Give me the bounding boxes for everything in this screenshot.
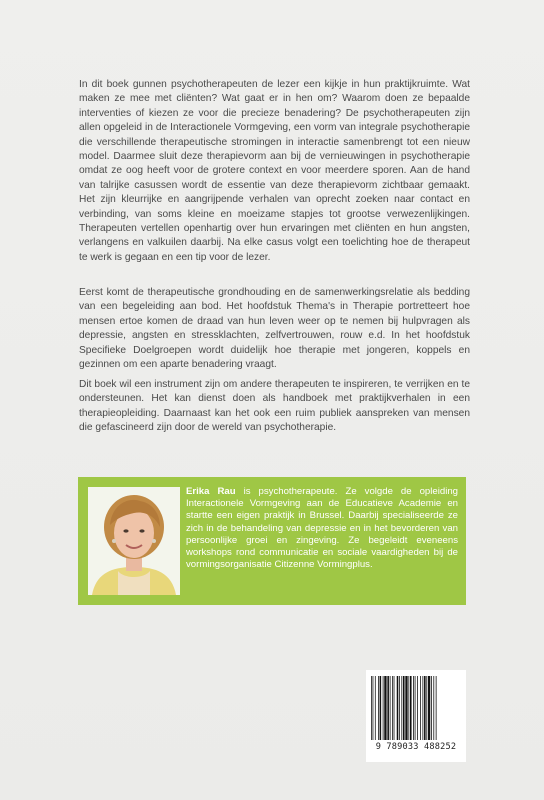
barcode-bar	[371, 676, 372, 740]
isbn-digits: 9 789033 488252	[375, 742, 457, 752]
barcode-bar	[387, 676, 389, 740]
barcode-bar	[422, 676, 423, 740]
barcode-bar	[384, 676, 386, 740]
barcode-bar	[426, 676, 427, 740]
barcode-bar	[394, 676, 395, 740]
barcode-bars	[371, 676, 461, 740]
barcode-bar	[431, 676, 432, 740]
barcode-bar	[392, 676, 393, 740]
barcode-bar	[399, 676, 400, 740]
barcode-bar	[390, 676, 391, 740]
description-paragraph-2: Eerst komt de therapeutische grondhouding en de samenwerkingsrelatie als bedding van een begeleiding aan bod. Het hoofdstuk Thema's in Therapie portretteert hoe mensen ertoe komen de draad van hun leven weer op te nemen bij hulpvragen als depressie, angsten en stressklachten, zelfvertrouwen, rouw e.d. In het hoofdstuk Specifieke Doelgroepen wordt duidelijk hoe therapie met jongeren, koppels en gezinnen om een aparte benadering vraagt.	[79, 287, 470, 371]
author-bio-text	[186, 486, 458, 571]
barcode-bar	[420, 676, 421, 740]
barcode-bar	[375, 676, 376, 740]
author-bio: is psychotherapeute. Ze volgde de opleiding Interactionele Vormgeving aan de Educatieve Academie en startte een eigen praktijk in Brussel. Daarbij specialiseerde ze zich in de behandeling van depressie en in het bevorderen van persoonlijke groei en zingeving. Ze begeleidt eveneens workshops rond communicatie en sociale vaardigheden bij de vormingsorganisatie Citizenne Vormingplus.	[186, 486, 458, 571]
barcode-bar	[433, 676, 434, 740]
barcode-bar	[413, 676, 414, 740]
isbn-barcode	[366, 670, 466, 762]
barcode-bar	[405, 676, 407, 740]
barcode-bar	[436, 676, 437, 740]
barcode-bar	[408, 676, 409, 740]
barcode-bar	[383, 676, 384, 740]
barcode-bar	[397, 676, 399, 740]
barcode-bar	[403, 676, 405, 740]
barcode-bar	[417, 676, 418, 740]
barcode-bar	[373, 676, 374, 740]
barcode-bar	[410, 676, 412, 740]
author-bio-box	[78, 477, 466, 605]
description-paragraph-3: Dit boek wil een instrument zijn om andere therapeuten te inspireren, te verrijken en te ondersteunen. Het kan dienst doen als handboek met praktijkverhalen in een therapieopleiding. Daarnaast kan het ook een ruim publiek aanspreken van mensen die gefascineerd zijn door de wereld van psychotherapie.	[79, 379, 470, 434]
author-photo	[88, 487, 180, 595]
barcode-bar	[424, 676, 426, 740]
description-paragraph-1: In dit boek gunnen psychotherapeuten de lezer een kijkje in hun praktijkruimte. Wat maken ze mee met cliënten? Wat gaat er in hen om? Waarom doen ze bepaalde interventies of kiezen ze voor die precieze benadering? De psychotherapeuten zijn allen opgeleid in de Interactionele Vormgeving, een vorm van integrale psychotherapie die verschillende therapeutische stromingen in interactie samenbrengt tot een nieuw model. Daarmee sluit deze therapievorm aan bij de vernieuwingen in psychotherapie omdat ze oog heeft voor de grotere context en voor meerdere sporen. Aan de hand van talrijke casussen wordt de essentie van deze therapievorm zichtbaar gemaakt. Het zijn kleurrijke en aangrijpende verhalen van oprecht zoeken naar contact en verbinding, van soms kleine en moeizame stapjes tot grootse verwezenlijkingen. Therapeuten vertellen openhartig over hun ervaringen met cliënten en hun angsten, verlangens en valkuilen daarbij. Na elke casus volgt een toelichting hoe de therapeut te werk is gegaan en een tip voor de lezer.	[79, 79, 470, 263]
barcode-bar	[401, 676, 402, 740]
author-portrait-image	[88, 487, 180, 595]
barcode-bar	[428, 676, 430, 740]
barcode-bar	[380, 676, 382, 740]
barcode-bar	[415, 676, 416, 740]
barcode-bar	[378, 676, 379, 740]
author-name: Erika Rau	[186, 486, 236, 497]
